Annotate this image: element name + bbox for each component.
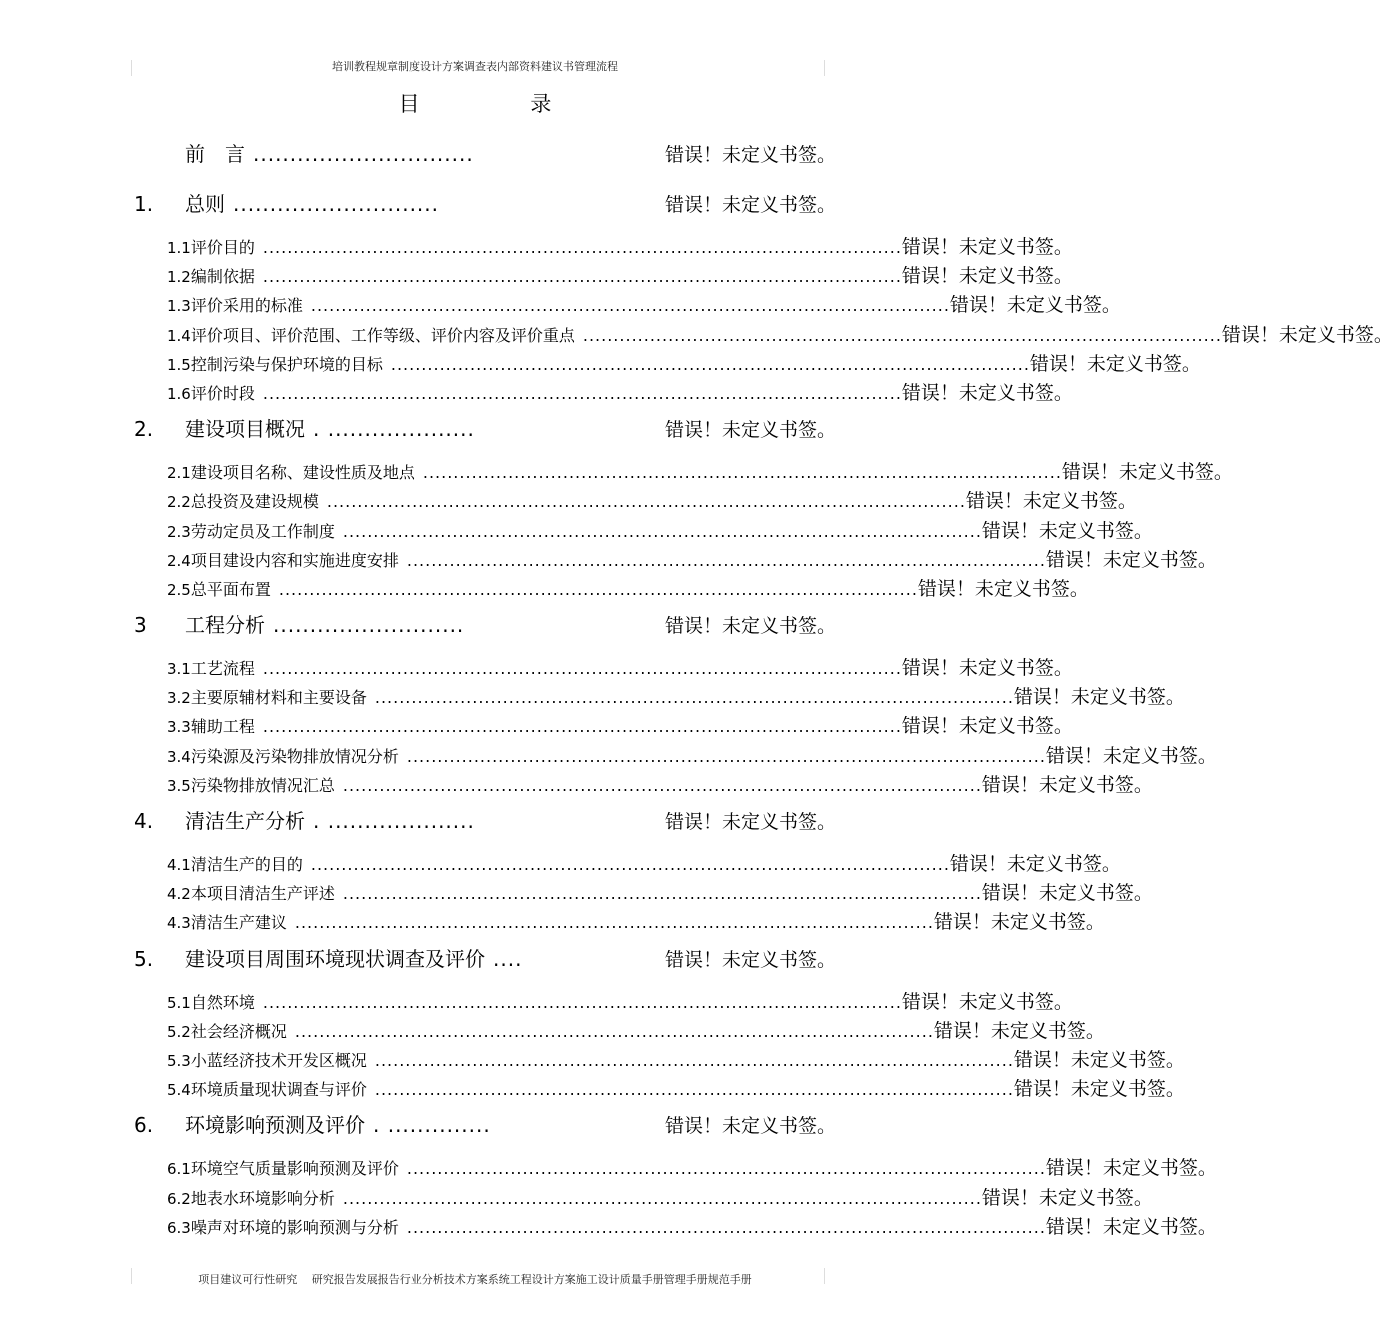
dot-leader: .... bbox=[493, 946, 523, 971]
page-reference: 错误！未定义书签。 bbox=[1045, 1157, 1217, 1180]
page-reference: 错误！未定义书签。 bbox=[664, 948, 836, 971]
section-title: 清洁生产分析 bbox=[185, 809, 305, 833]
subsection-number: 2.2 bbox=[167, 493, 191, 512]
dot-leader: . .................... bbox=[313, 417, 475, 442]
subsection-title: 主要原辅材料和主要设备 bbox=[190, 688, 367, 708]
subsection-title: 社会经济概况 bbox=[190, 1021, 287, 1041]
subsection-title: 评价项目、评价范围、工作等级、评价内容及评价重点 bbox=[190, 325, 575, 345]
dot-leader: ......................................................................................................... bbox=[262, 717, 902, 737]
subsection-number: 4.2 bbox=[167, 885, 191, 904]
subsection-title: 噪声对环境的影响预测与分析 bbox=[190, 1217, 399, 1237]
dot-leader: ......................................................................................................... bbox=[278, 579, 918, 599]
page-reference: 错误！未定义书签。 bbox=[664, 811, 836, 833]
dot-leader: ......................................................................................................... bbox=[294, 1021, 934, 1041]
section-number: 6. bbox=[134, 1113, 154, 1138]
dot-leader: ......................................................................................................... bbox=[422, 463, 1062, 483]
subsection-title: 污染源及污染物排放情况分析 bbox=[190, 746, 399, 766]
toc-subsection-entry[interactable] bbox=[167, 682, 1185, 711]
subsection-title: 清洁生产的目的 bbox=[190, 855, 303, 874]
toc-subsection-entry[interactable] bbox=[167, 574, 1089, 603]
dot-leader: ......................................................................................................... bbox=[342, 1188, 982, 1208]
subsection-title: 评价采用的标准 bbox=[190, 296, 303, 316]
page-reference: 错误！未定义书签。 bbox=[981, 882, 1153, 905]
subsection-number: 3.5 bbox=[167, 776, 191, 795]
page-reference: 错误！未定义书签。 bbox=[1013, 686, 1185, 709]
page-reference: 错误！未定义书签。 bbox=[664, 1115, 836, 1138]
subsection-number: 3.3 bbox=[167, 718, 191, 737]
toc-subsection-entry[interactable] bbox=[167, 770, 1153, 799]
dot-leader: ......................................................................................................... bbox=[582, 325, 1222, 345]
page-reference: 错误！未定义书签。 bbox=[664, 144, 836, 166]
dot-leader: ......................................................................................................... bbox=[390, 354, 1030, 374]
subsection-title: 环境空气质量影响预测及评价 bbox=[190, 1159, 399, 1179]
dot-leader: ......................................................................................................... bbox=[342, 775, 982, 795]
subsection-number: 6.1 bbox=[167, 1160, 191, 1179]
section-number: 4. bbox=[134, 809, 154, 833]
section-title: 建设项目周围环境现状调查及评价 bbox=[185, 946, 485, 971]
subsection-number: 2.5 bbox=[167, 580, 191, 599]
page-header: 培训教程规章制度设计方案调查表内部资料建议书管理流程 bbox=[332, 60, 618, 73]
dot-leader: ......................................................................................................... bbox=[406, 550, 1046, 570]
section-number: 3 bbox=[134, 613, 147, 638]
toc-subsection-entry[interactable] bbox=[167, 1153, 1217, 1182]
toc-subsection-entry[interactable] bbox=[167, 849, 1121, 878]
page-reference: 错误！未定义书签。 bbox=[1029, 352, 1201, 375]
page-reference: 错误！未定义书签。 bbox=[981, 519, 1153, 542]
subsection-title: 小蓝经济技术开发区概况 bbox=[190, 1050, 367, 1070]
subsection-number: 3.4 bbox=[167, 747, 191, 766]
page-reference: 错误！未定义书签。 bbox=[901, 236, 1073, 258]
subsection-number: 4.3 bbox=[167, 914, 191, 933]
toc-section-entry[interactable] bbox=[134, 799, 836, 849]
dot-leader: ......................................................................................................... bbox=[406, 1217, 1046, 1237]
toc-section-entry[interactable] bbox=[134, 1103, 836, 1153]
page-reference: 错误！未定义书签。 bbox=[1045, 1215, 1217, 1238]
page-reference: 错误！未定义书签。 bbox=[664, 419, 836, 442]
page-reference: 错误！未定义书签。 bbox=[901, 657, 1073, 680]
toc-subsection-entry[interactable] bbox=[167, 711, 1073, 740]
page-reference: 错误！未定义书签。 bbox=[1013, 1048, 1185, 1071]
page-reference: 错误！未定义书签。 bbox=[1221, 323, 1393, 346]
page-reference: 错误！未定义书签。 bbox=[917, 577, 1089, 600]
subsection-number: 5.3 bbox=[167, 1051, 191, 1070]
toc-section-entry[interactable] bbox=[134, 407, 836, 457]
dot-leader: ......................................................................................................... bbox=[262, 992, 902, 1012]
subsection-title: 评价时段 bbox=[190, 383, 255, 403]
page-footer: 项目建议可行性研究 研究报告发展报告行业分析技术方案系统工程设计方案施工设计质量手册管理手册规范手册 bbox=[198, 1273, 752, 1286]
section-number: 1. bbox=[134, 192, 154, 216]
toc-subsection-entry[interactable] bbox=[167, 320, 1393, 349]
dot-leader: ......................................................................................................... bbox=[342, 521, 982, 541]
dot-leader: ......................................................................................................... bbox=[294, 913, 934, 933]
toc-subsection-entry[interactable] bbox=[167, 1045, 1185, 1074]
section-title: 总则 bbox=[185, 192, 225, 216]
toc-subsection-entry[interactable] bbox=[167, 232, 1073, 261]
dot-leader: ......................................................................................................... bbox=[262, 383, 902, 403]
page-reference: 错误！未定义书签。 bbox=[664, 194, 836, 216]
dot-leader: .......................... bbox=[273, 613, 465, 638]
dot-leader: ......................................................................................................... bbox=[374, 688, 1014, 708]
section-title: 前 言 bbox=[185, 142, 245, 166]
page-reference: 错误！未定义书签。 bbox=[1013, 1078, 1185, 1101]
page-reference: 错误！未定义书签。 bbox=[965, 490, 1137, 513]
subsection-title: 地表水环境影响分析 bbox=[190, 1188, 335, 1208]
toc-subsection-entry[interactable] bbox=[167, 516, 1153, 545]
section-number: 2. bbox=[134, 417, 154, 442]
subsection-title: 污染物排放情况汇总 bbox=[190, 775, 335, 795]
toc-title: 目 录 bbox=[398, 92, 604, 116]
dot-leader: . .............. bbox=[373, 1113, 491, 1138]
subsection-number: 4.1 bbox=[167, 856, 191, 874]
subsection-title: 总平面布置 bbox=[190, 579, 271, 599]
subsection-number: 3.2 bbox=[167, 689, 191, 708]
page-reference: 错误！未定义书签。 bbox=[901, 715, 1073, 738]
subsection-number: 5.4 bbox=[167, 1081, 191, 1100]
subsection-title: 编制依据 bbox=[190, 267, 255, 287]
page-reference: 错误！未定义书签。 bbox=[1045, 744, 1217, 767]
dot-leader: ......................................................................................................... bbox=[310, 296, 950, 316]
dot-leader: ......................................................................................................... bbox=[406, 1159, 1046, 1179]
toc-subsection-entry[interactable] bbox=[167, 486, 1137, 515]
subsection-number: 6.2 bbox=[167, 1189, 191, 1208]
toc-section-entry[interactable] bbox=[134, 182, 836, 232]
subsection-number: 1.5 bbox=[167, 355, 191, 374]
page-reference: 错误！未定义书签。 bbox=[664, 615, 836, 638]
subsection-number: 1.6 bbox=[167, 384, 191, 403]
dot-leader: ............................ bbox=[233, 192, 440, 216]
toc-subsection-entry[interactable] bbox=[167, 545, 1217, 574]
dot-leader: ......................................................................................................... bbox=[326, 492, 966, 512]
subsection-number: 2.4 bbox=[167, 551, 191, 570]
toc-subsection-entry[interactable] bbox=[167, 653, 1073, 682]
page-reference: 错误！未定义书签。 bbox=[901, 381, 1073, 404]
subsection-title: 建设项目名称、建设性质及地点 bbox=[190, 463, 415, 483]
toc-subsection-entry[interactable] bbox=[167, 1016, 1105, 1045]
table-of-contents bbox=[0, 132, 1393, 1241]
toc-section-entry[interactable] bbox=[134, 603, 836, 653]
subsection-title: 清洁生产建议 bbox=[190, 913, 287, 933]
subsection-number: 6.3 bbox=[167, 1218, 191, 1237]
subsection-number: 2.3 bbox=[167, 522, 191, 541]
subsection-title: 控制污染与保护环境的目标 bbox=[190, 354, 383, 374]
toc-section-entry[interactable] bbox=[134, 132, 836, 182]
dot-leader: ......................................................................................................... bbox=[310, 855, 950, 874]
dot-leader: ......................................................................................................... bbox=[262, 267, 902, 287]
subsection-number: 5.2 bbox=[167, 1022, 191, 1041]
subsection-title: 总投资及建设规模 bbox=[190, 492, 319, 512]
page-reference: 错误！未定义书签。 bbox=[901, 990, 1073, 1013]
subsection-title: 项目建设内容和实施进度安排 bbox=[190, 550, 399, 570]
page-reference: 错误！未定义书签。 bbox=[1061, 461, 1233, 484]
section-title: 环境影响预测及评价 bbox=[185, 1113, 365, 1138]
dot-leader: ......................................................................................................... bbox=[262, 238, 902, 257]
subsection-title: 工艺流程 bbox=[190, 659, 255, 679]
subsection-number: 1.2 bbox=[167, 268, 191, 287]
toc-subsection-entry[interactable] bbox=[167, 457, 1233, 486]
page-reference: 错误！未定义书签。 bbox=[949, 294, 1121, 317]
subsection-title: 评价目的 bbox=[190, 238, 255, 257]
toc-subsection-entry[interactable] bbox=[167, 1074, 1185, 1103]
toc-subsection-entry[interactable] bbox=[167, 987, 1073, 1016]
section-number: 5. bbox=[134, 946, 154, 971]
section-title: 工程分析 bbox=[185, 613, 265, 638]
toc-subsection-entry[interactable] bbox=[167, 349, 1201, 378]
toc-subsection-entry[interactable] bbox=[167, 878, 1153, 907]
subsection-number: 1.4 bbox=[167, 326, 191, 345]
toc-subsection-entry[interactable] bbox=[167, 907, 1105, 936]
subsection-title: 辅助工程 bbox=[190, 717, 255, 737]
subsection-number: 3.1 bbox=[167, 660, 191, 679]
section-title: 建设项目概况 bbox=[185, 417, 305, 442]
page-reference: 错误！未定义书签。 bbox=[901, 265, 1073, 288]
dot-leader: ......................................................................................................... bbox=[262, 659, 902, 679]
subsection-title: 自然环境 bbox=[190, 992, 255, 1012]
subsection-number: 2.1 bbox=[167, 464, 191, 483]
toc-subsection-entry[interactable] bbox=[167, 1212, 1217, 1241]
subsection-number: 5.1 bbox=[167, 993, 191, 1012]
dot-leader: . .................... bbox=[313, 809, 475, 833]
page-reference: 错误！未定义书签。 bbox=[981, 773, 1153, 796]
dot-leader: ......................................................................................................... bbox=[406, 746, 1046, 766]
subsection-title: 本项目清洁生产评述 bbox=[190, 884, 335, 904]
page-reference: 错误！未定义书签。 bbox=[933, 911, 1105, 934]
toc-subsection-entry[interactable] bbox=[167, 1183, 1153, 1212]
toc-subsection-entry[interactable] bbox=[167, 261, 1073, 290]
page-reference: 错误！未定义书签。 bbox=[981, 1186, 1153, 1209]
dot-leader: ......................................................................................................... bbox=[374, 1050, 1014, 1070]
toc-subsection-entry[interactable] bbox=[167, 741, 1217, 770]
page-reference: 错误！未定义书签。 bbox=[949, 853, 1121, 875]
toc-subsection-entry[interactable] bbox=[167, 290, 1121, 319]
subsection-number: 1.1 bbox=[167, 239, 191, 257]
subsection-title: 环境质量现状调查与评价 bbox=[190, 1080, 367, 1100]
subsection-number: 1.3 bbox=[167, 297, 191, 316]
toc-subsection-entry[interactable] bbox=[167, 378, 1073, 407]
page-reference: 错误！未定义书签。 bbox=[933, 1019, 1105, 1042]
page-reference: 错误！未定义书签。 bbox=[1045, 548, 1217, 571]
dot-leader: .............................. bbox=[253, 142, 474, 166]
toc-section-entry[interactable] bbox=[134, 937, 836, 987]
dot-leader: ......................................................................................................... bbox=[374, 1080, 1014, 1100]
dot-leader: ......................................................................................................... bbox=[342, 884, 982, 904]
subsection-title: 劳动定员及工作制度 bbox=[190, 521, 335, 541]
